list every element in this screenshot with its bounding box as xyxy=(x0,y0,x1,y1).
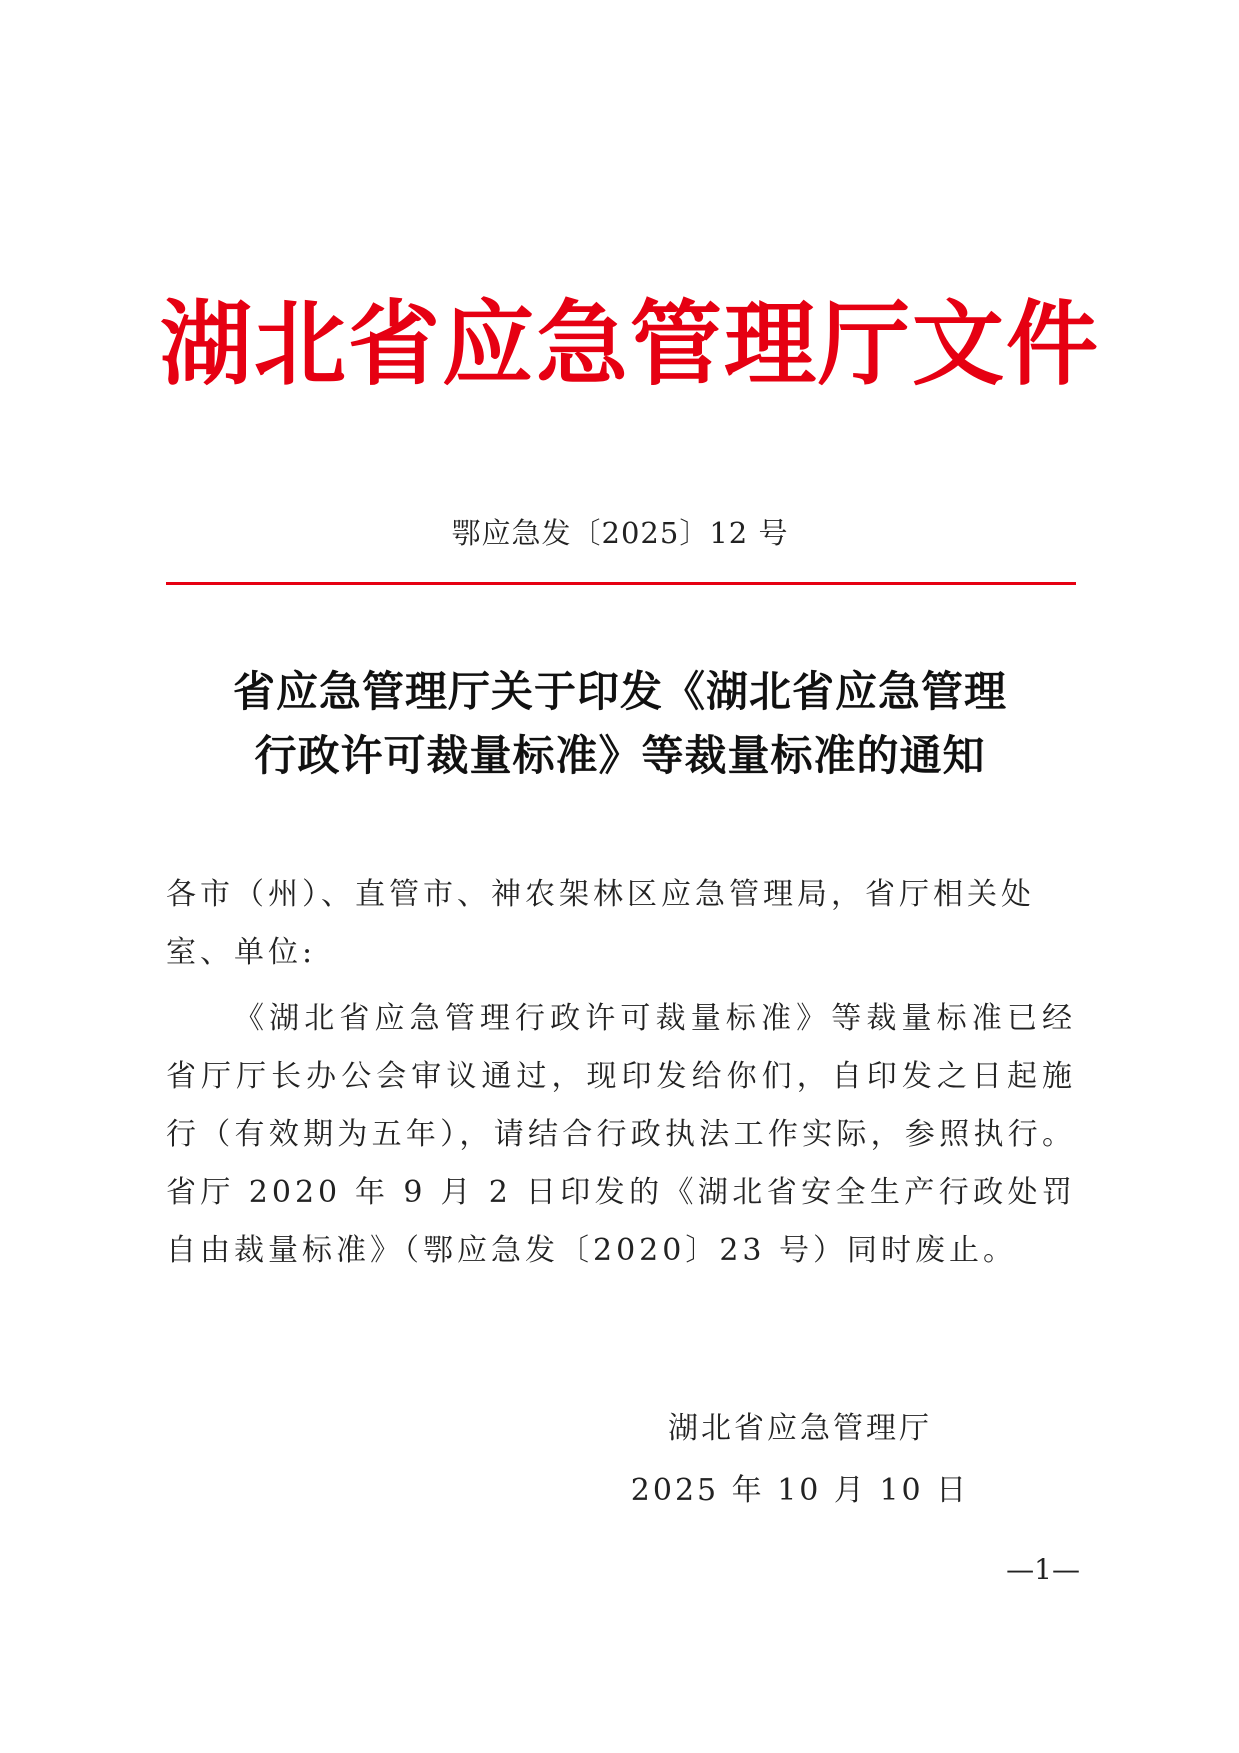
title-line-1: 省应急管理厅关于印发《湖北省应急管理 xyxy=(232,667,1007,716)
page-number: —1— xyxy=(1006,1553,1080,1586)
red-divider-line xyxy=(166,582,1076,585)
document-masthead: 湖北省应急管理厅文件 xyxy=(160,291,1101,398)
title-line-2: 行政许可裁量标准》等裁量标准的通知 xyxy=(254,731,986,780)
signature-date: 2025 年 10 月 10 日 xyxy=(630,1473,970,1508)
salutation: 各市（州）、直管市、神农架林区应急管理局，省厅相关处室、单位: xyxy=(166,877,1035,970)
document-number: 鄂应急发〔2025〕12 号 xyxy=(451,516,789,550)
signature-organization: 湖北省应急管理厅 xyxy=(668,1411,932,1446)
body-paragraph: 《湖北省应急管理行政许可裁量标准》等裁量标准已经省厅厅长办公会审议通过，现印发给你们，自印发之日起施行（有效期为五年），请结合行政执法工作实际，参照执行。省厅 2020 年 9 月 2 日印发的《湖北省安全生产行政处罚自由裁量标准》（鄂应急发〔2020〕23 号）同时废止。 xyxy=(166,1001,1076,1268)
document-title xyxy=(160,660,1080,788)
